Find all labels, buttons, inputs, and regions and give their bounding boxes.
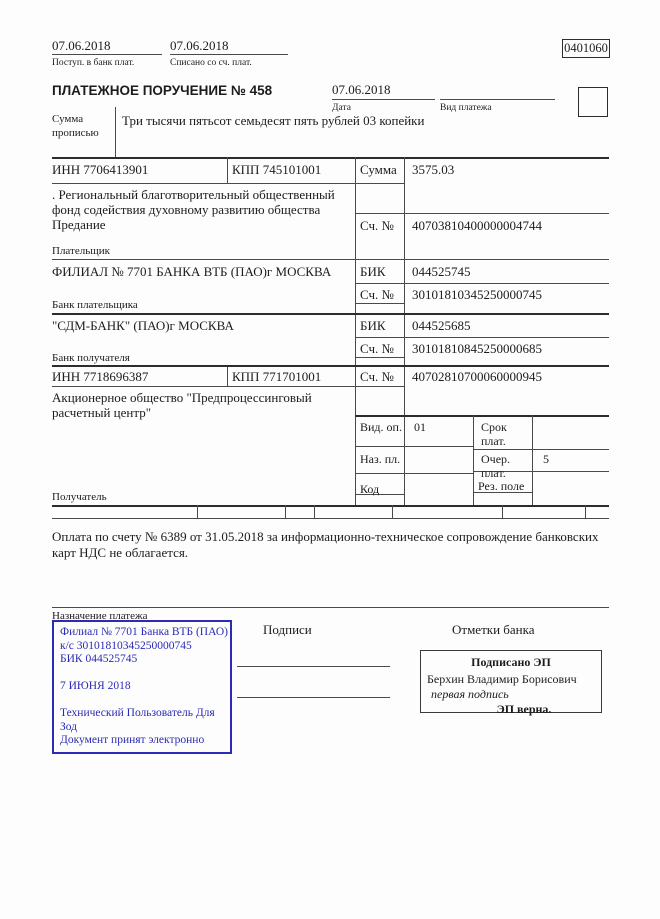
signatures-label: Подписи [263,622,312,637]
grid-h-payerbank-acct-label [355,303,404,304]
bank-stamp-line: к/с 30101810345250000745 [60,639,192,652]
vid-op-value: 01 [414,420,426,434]
vid-op-label: Вид. оп. [360,420,402,434]
grid-v-op-mid2 [532,415,533,506]
payer-name-line3: Предание [52,217,106,232]
payee-account: 40702810700060000945 [412,369,542,384]
bank-stamp-line: Филиал № 7701 Банка ВТБ (ПАО) [60,626,228,638]
payer-account: 40703810400000004744 [412,218,542,233]
bank-stamp-line: БИК 044525745 [60,653,138,665]
payee-label: Получатель [52,491,107,503]
grid-v-thinrow-3 [314,505,315,518]
esign-verified: ЭП верна. [496,702,552,716]
grid-h-vidop-bottom [355,446,473,447]
grid-h-under-payeebank [52,365,609,367]
ocher-plat-value: 5 [543,452,549,466]
purpose-line1: Оплата по счету № 6389 от 31.05.2018 за информационно-техническое сопровождение банковских [52,529,599,544]
grid-h-under-payee [52,505,609,507]
signature-line-2 [237,697,390,698]
payee-bank-account: 30101810845250000685 [412,341,542,356]
sum-value: 3575.03 [412,162,455,177]
received-in-bank-label: Поступ. в банк плат. [52,58,135,68]
bank-stamp-line: 7 ИЮНЯ 2018 [60,680,131,692]
form-code-box: 0401060 [562,39,610,58]
bank-stamp-line [60,667,224,681]
document-title: ПЛАТЕЖНОЕ ПОРУЧЕНИЕ № 458 [52,83,273,98]
bank-stamp-line [60,694,224,708]
payee-bank-label: Банк получателя [52,352,130,364]
grid-h-under-payee-inn [52,386,404,387]
payer-bank-account: 30101810345250000745 [412,287,542,302]
payer-name-line2: фонд содействия духовному развитию общества [52,202,321,217]
payee-name-line1: Акционерное общество "Предпроцессинговый [52,390,312,405]
received-in-bank-date: 07.06.2018 [52,38,111,53]
grid-h-payeebank-acct-label [355,357,404,358]
naz-pl-label: Наз. пл. [360,452,401,466]
kod-label: Код [360,482,380,496]
debited-date: 07.06.2018 [170,38,229,53]
debited-date-underline [170,54,288,55]
payer-inn: ИНН 7706413901 [52,162,149,177]
bank-stamp-line: Зод [60,720,78,733]
payer-kpp: КПП 745101001 [232,162,322,177]
payee-name-line2: расчетный центр" [52,405,151,420]
purpose-line2: карт НДС не облагается. [52,545,189,560]
ocher-plat-label-1: Очер. [481,452,511,466]
purpose-label: Назначение платежа [52,610,148,622]
grid-v-inn-kpp-payer [227,157,228,183]
grid-h-under-payerbank [52,313,609,315]
grid-h-under-payer [52,259,609,260]
document-date: 07.06.2018 [332,82,391,97]
payer-account-label: Сч. № [360,218,394,233]
payee-inn: ИНН 7718696387 [52,369,149,384]
grid-h-thinrow-bottom [52,518,609,519]
debited-label: Списано со сч. плат. [170,58,252,68]
grid-v-thinrow-6 [585,505,586,518]
sum-label: Сумма [360,162,397,177]
rez-pole-label: Рез. поле [478,479,525,493]
grid-v-value [404,157,405,506]
bank-marks-label: Отметки банка [452,622,535,637]
grid-h-op-top [355,415,609,417]
grid-h-srok-bottom [473,449,609,450]
srok-plat-label-2: плат. [481,434,506,448]
grid-v-inn-kpp-payee [227,365,228,386]
payer-name-line1: . Региональный благотворительный общественный [52,187,335,202]
payee-bank-name: "СДМ-БАНК" (ПАО)г МОСКВА [52,318,234,333]
grid-v-main [355,157,356,506]
esignature-stamp [420,650,602,716]
esign-signer-name: Берхин Владимир Борисович [427,672,577,686]
amount-words-label-2: прописью [52,127,99,139]
purpose-underline [52,607,609,608]
payee-account-label: Сч. № [360,369,394,384]
esign-title: Подписано ЭП [471,655,551,669]
table-top-line [52,157,609,159]
payer-bank-account-label: Сч. № [360,287,394,302]
payer-bank-name: ФИЛИАЛ № 7701 БАНКА ВТБ (ПАО)г МОСКВА [52,264,332,279]
grid-h-under-inn [52,183,404,184]
bank-stamp [52,620,232,754]
signature-line-1 [237,666,390,667]
payer-bank-bik-label: БИК [360,264,386,279]
bank-stamp-line: Документ принят электронно [60,734,205,746]
grid-v-thinrow-5 [502,505,503,518]
payee-bank-bik: 044525685 [412,318,471,333]
amount-words-label-1: Сумма [52,113,84,125]
srok-plat-label-1: Срок [481,420,507,434]
grid-h-sum-account [355,213,609,214]
grid-h-payeebank-bik [355,337,609,338]
grid-h-nazpl-bottom [355,473,473,474]
grid-v-thinrow-1 [197,505,198,518]
payment-type-underline [440,99,555,100]
payee-kpp: КПП 771701001 [232,369,322,384]
status-checkbox [578,87,608,117]
payer-bank-bik: 044525745 [412,264,471,279]
amount-in-words: Три тысячи пятьсот семьдесят пять рублей 03 копейки [122,113,425,128]
amount-words-divider [115,107,116,158]
payment-type-label: Вид платежа [440,103,492,113]
esign-subtitle: первая подпись [431,687,509,701]
ocher-plat-label-2: плат. [481,466,506,480]
payer-label: Плательщик [52,245,110,257]
received-date-underline [52,54,162,55]
payee-bank-account-label: Сч. № [360,341,394,356]
bank-stamp-line: Технический Пользователь Для [60,707,215,719]
grid-h-payerbank-bik [355,283,609,284]
date-underline [332,99,435,100]
grid-v-thinrow-4 [392,505,393,518]
payee-bank-bik-label: БИК [360,318,386,333]
date-label: Дата [332,103,351,113]
payer-bank-label: Банк плательщика [52,299,138,311]
grid-v-thinrow-2 [285,505,286,518]
